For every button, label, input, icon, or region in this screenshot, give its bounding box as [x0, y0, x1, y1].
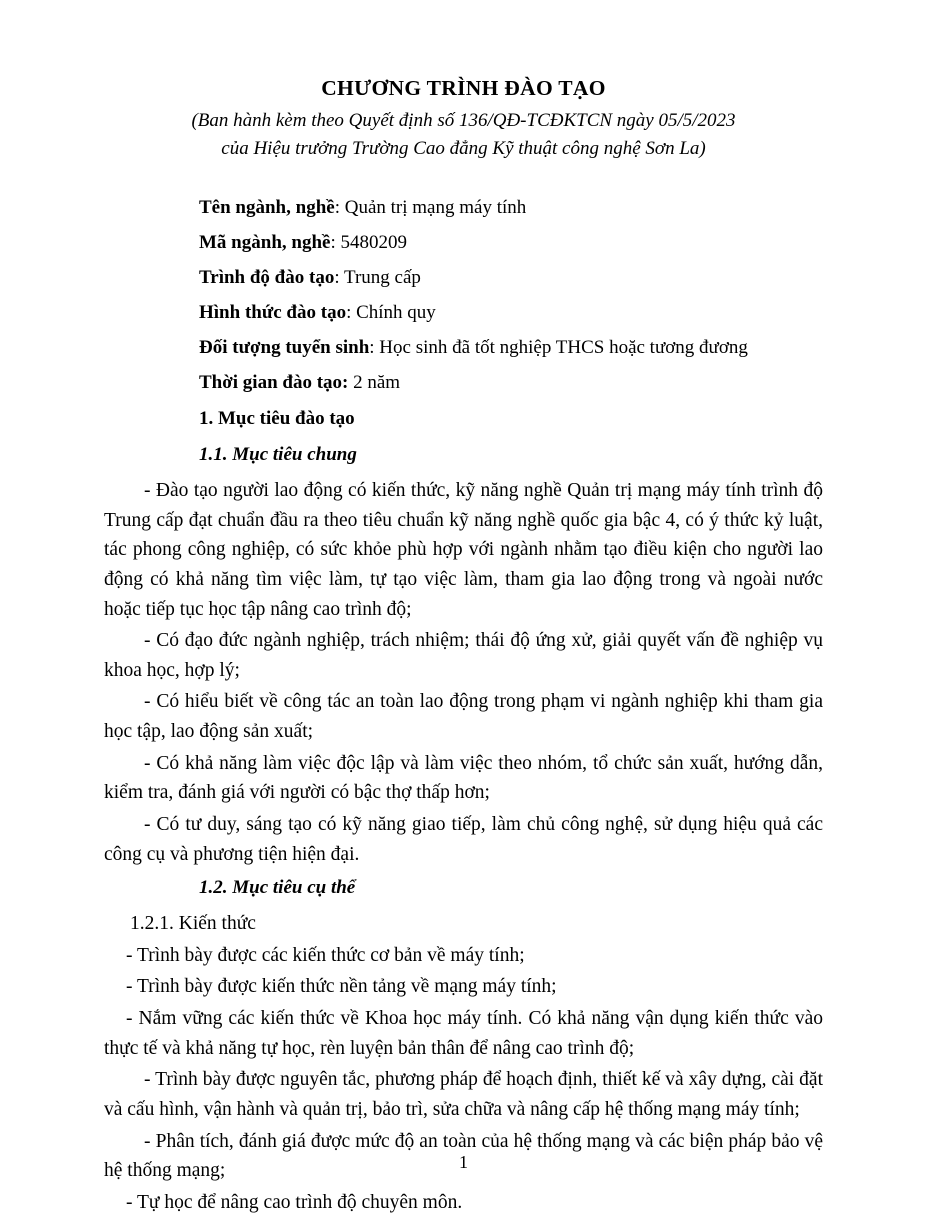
- meta-value-ma-nganh: : 5480209: [330, 232, 407, 254]
- paragraph-knowledge-6: - Tự học để nâng cao trình độ chuyên môn.: [126, 1191, 463, 1213]
- meta-value-trinh-do: : Trung cấp: [334, 267, 421, 289]
- meta-label-ma-nganh: Mã ngành, nghề: [199, 232, 331, 254]
- meta-row: [199, 303, 823, 322]
- paragraph-general-1: - Đào tạo người lao động có kiến thức, kỹ năng nghề Quản trị mạng máy tính trình độ Trung cấp đạt chuẩn đầu ra theo tiêu chuẩn kỹ năng nghề quốc gia bậc 4, có ý thức kỷ luật, tác phong công nghiệp, có sức khỏe phù hợp với ngành nhằm tạo điều kiện cho người lao động có khả năng tìm việc làm, tự tạo việc làm, tham gia lao động trong và ngoài nước hoặc tiếp tục học tập nâng cao trình độ;: [104, 480, 823, 620]
- meta-row: [199, 373, 823, 392]
- document-subtitle: [120, 107, 807, 162]
- paragraph-general-5: - Có tư duy, sáng tạo có kỹ năng giao tiếp, làm chủ công nghệ, sử dụng hiệu quả các công cụ và phương tiện hiện đại.: [104, 813, 823, 865]
- meta-row: [199, 198, 823, 217]
- page-title: CHƯƠNG TRÌNH ĐÀO TẠO: [321, 76, 606, 100]
- meta-label-nganh-nghe: Tên ngành, nghề: [199, 197, 335, 219]
- heading-muc-tieu-cu-the: 1.2. Mục tiêu cụ thể: [199, 877, 356, 899]
- paragraph-general-2: - Có đạo đức ngành nghiệp, trách nhiệm; thái độ ứng xử, giải quyết vấn đề nghiệp vụ khoa học, hợp lý;: [104, 630, 823, 681]
- meta-label-hinh-thuc: Hình thức đào tạo: [199, 302, 347, 324]
- meta-value-doi-tuong: : Học sinh đã tốt nghiệp THCS hoặc tương đương: [369, 337, 748, 359]
- meta-value-hinh-thuc: : Chính quy: [346, 302, 436, 324]
- heading-kien-thuc: 1.2.1. Kiến thức: [130, 913, 256, 935]
- paragraph-knowledge-5: - Phân tích, đánh giá được mức độ an toàn của hệ thống mạng và các biện pháp bảo vệ hệ thống mạng;: [104, 1130, 823, 1182]
- paragraph-knowledge-3: - Nắm vững các kiến thức về Khoa học máy tính. Có khả năng vận dụng kiến thức vào thực tế và khả năng tự học, rèn luyện bản thân để nâng cao trình độ;: [104, 1008, 823, 1059]
- meta-value-nganh-nghe: : Quản trị mạng máy tính: [334, 197, 527, 219]
- program-metadata: [104, 198, 823, 392]
- paragraph-knowledge-2: - Trình bày được kiến thức nền tảng về mạng máy tính;: [126, 976, 557, 998]
- subtitle-line-2: của Hiệu trưởng Trường Cao đẳng Kỹ thuật công nghệ Sơn La): [221, 137, 706, 159]
- page-number: 1: [459, 1152, 468, 1173]
- meta-label-trinh-do: Trình độ đào tạo: [199, 267, 335, 289]
- meta-label-doi-tuong: Đối tượng tuyển sinh: [199, 337, 370, 359]
- heading-muc-tieu-dao-tao: 1. Mục tiêu đào tạo: [199, 408, 355, 430]
- paragraph-general-4: - Có khả năng làm việc độc lập và làm việc theo nhóm, tổ chức sản xuất, hướng dẫn, kiểm tra, đánh giá với người có bậc thợ thấp hơn;: [104, 752, 823, 804]
- meta-value-thoi-gian: 2 năm: [348, 372, 401, 394]
- paragraph-knowledge-1: - Trình bày được các kiến thức cơ bản về máy tính;: [126, 944, 525, 966]
- meta-row: [199, 338, 823, 357]
- meta-row: [199, 233, 823, 252]
- paragraph-knowledge-4: - Trình bày được nguyên tắc, phương pháp để hoạch định, thiết kế và xây dựng, cài đặt và cấu hình, vận hành và quản trị, bảo trì, sửa chữa và nâng cấp hệ thống mạng máy tính;: [104, 1069, 823, 1120]
- subtitle-line-1: (Ban hành kèm theo Quyết định số 136/QĐ-TCĐKTCN ngày 05/5/2023: [191, 110, 736, 131]
- paragraph-general-3: - Có hiểu biết về công tác an toàn lao động trong phạm vi ngành nghiệp khi tham gia học tập, lao động sản xuất;: [104, 691, 823, 743]
- meta-row: [199, 268, 823, 287]
- meta-label-thoi-gian: Thời gian đào tạo:: [199, 372, 349, 394]
- heading-muc-tieu-chung: 1.1. Mục tiêu chung: [199, 444, 357, 466]
